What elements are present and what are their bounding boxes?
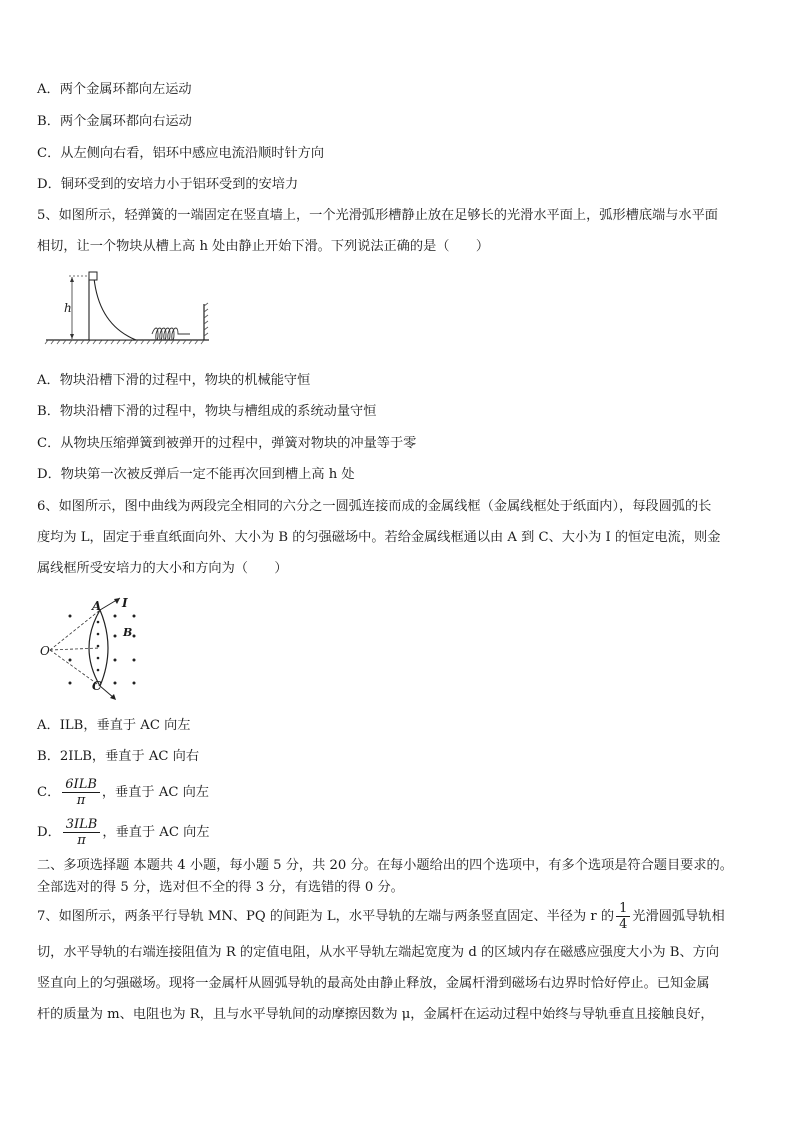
q6-option-c-fraction: [62, 777, 100, 808]
q5-stem-line-2: 相切，让一个物块从槽上高 h 处由静止开始下滑。下列说法正确的是（ ）: [37, 239, 490, 254]
q6-option-c-prefix: C．: [37, 785, 61, 800]
q7-stem-line-3: 竖直向上的匀强磁场。现将一金属杆从圆弧导轨的最高处由静止释放，金属杆滑到磁场右边界时恰好停止。已知金属: [37, 976, 710, 991]
q6-option-d: [37, 815, 209, 851]
q6-label-b: B: [123, 626, 133, 639]
q4-option-d: D．铜环受到的安培力小于铝环受到的安培力: [37, 177, 299, 192]
q7-stem-line-1-a: 7、如图所示，两条平行导轨 MN、PQ 的间距为 L，水平导轨的左端与两条竖直固定、半径为 r 的: [37, 909, 615, 924]
q7-quarter-fraction: [616, 901, 630, 932]
q6-label-o: O: [40, 644, 50, 658]
q7-fraction-numerator: 1: [616, 901, 630, 917]
q6-figure: [36, 594, 146, 704]
q6-label-a: A: [92, 599, 102, 613]
q6-option-a: A．ILB，垂直于 AC 向左: [37, 718, 191, 733]
q6-option-c-suffix: ，垂直于 AC 向左: [101, 785, 209, 800]
q7-stem-line-1: [37, 899, 725, 935]
section-2-heading-line-1: 二、多项选择题 本题共 4 小题，每小题 5 分，共 20 分。在每小题给出的四个选项中，有多个选项是符合题目要求的。: [37, 858, 733, 873]
q6-option-d-numerator: 3ILB: [63, 817, 101, 833]
q4-option-a: A．两个金属环都向左运动: [37, 82, 192, 97]
q7-stem-line-4: 杆的质量为 m、电阻也为 R，且与水平导轨间的动摩擦因数为 μ，金属杆在运动过程中始终与导轨垂直且接触良好，: [37, 1007, 714, 1022]
q6-option-b: B．2ILB，垂直于 AC 向右: [37, 749, 200, 764]
q6-stem-line-1: 6、如图所示，图中曲线为两段完全相同的六分之一圆弧连接而成的金属线框（金属线框处于纸面内），每段圆弧的长: [37, 499, 712, 514]
q5-option-a: A．物块沿槽下滑的过程中，物块的机械能守恒: [37, 373, 311, 388]
q7-fraction-denominator: 4: [619, 917, 628, 932]
q6-stem-line-3: 属线框所受安培力的大小和方向为（ ）: [37, 561, 288, 576]
q6-label-c: C: [92, 679, 102, 693]
q5-stem-line-1: 5、如图所示，轻弹簧的一端固定在竖直墙上，一个光滑弧形槽静止放在足够长的光滑水平面上，弧形槽底端与水平面: [37, 208, 718, 223]
q6-label-i: I: [122, 596, 128, 610]
q6-option-c: [37, 775, 209, 811]
q7-stem-line-1-b: 光滑圆弧导轨相: [632, 909, 725, 924]
q6-option-c-numerator: 6ILB: [62, 777, 100, 793]
q6-option-d-denominator: π: [77, 833, 86, 848]
q5-option-c: C．从物块压缩弹簧到被弹开的过程中，弹簧对物块的冲量等于零: [37, 436, 417, 451]
q6-option-c-denominator: π: [76, 793, 86, 808]
q5-figure-label-h: h: [64, 301, 72, 315]
q5-option-d: D．物块第一次被反弹后一定不能再次回到槽上高 h 处: [37, 467, 355, 482]
q6-option-d-suffix: ，垂直于 AC 向左: [102, 825, 210, 840]
q6-option-d-prefix: D．: [37, 825, 61, 840]
q4-option-b: B．两个金属环都向右运动: [37, 114, 192, 129]
q5-option-b: B．物块沿槽下滑的过程中，物块与槽组成的系统动量守恒: [37, 404, 377, 419]
q4-option-c: C．从左侧向右看，铝环中感应电流沿顺时针方向: [37, 146, 325, 161]
q6-stem-line-2: 度均为 L，固定于垂直纸面向外、大小为 B 的匀强磁场中。若给金属线框通以由 A 到 C、大小为 I 的恒定电流，则金: [37, 530, 721, 545]
q7-stem-line-2: 切，水平导轨的右端连接阻值为 R 的定值电阻，从水平导轨左端起宽度为 d 的区域内存在磁感应强度大小为 B、方向: [37, 945, 720, 960]
section-2-heading-line-2: 全部选对的得 5 分，选对但不全的得 3 分，有选错的得 0 分。: [37, 880, 404, 895]
q6-option-d-fraction: [63, 817, 101, 848]
